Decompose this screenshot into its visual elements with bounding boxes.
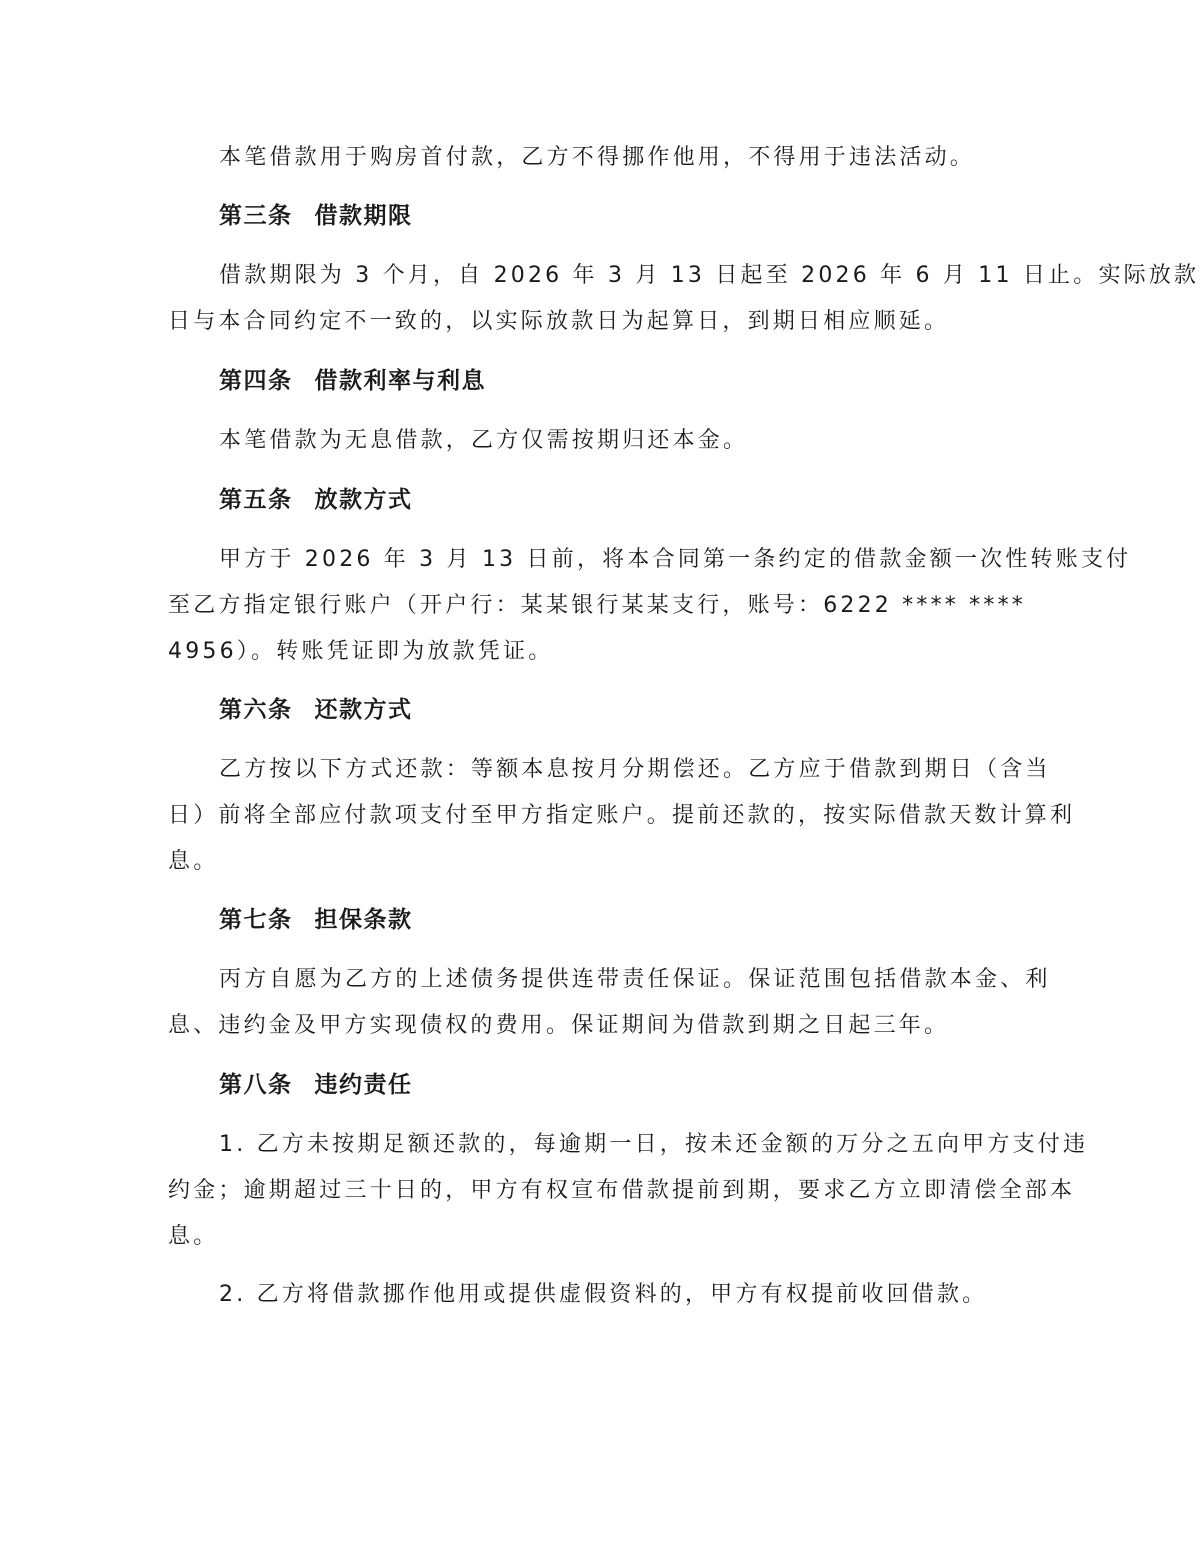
- article-4-title: 借款利率与利息: [314, 368, 486, 394]
- article-6-number: 第六条: [219, 697, 293, 723]
- article-7-text-line-2: 息、违约金及甲方实现债权的费用。保证期间为借款到期之日起三年。: [168, 1013, 950, 1038]
- article-6-title: 还款方式: [314, 697, 413, 723]
- article-5-text-line-3: 4956）。转账凭证即为放款凭证。: [168, 639, 554, 664]
- article-6-heading: [219, 695, 413, 725]
- article-5-text-line-1: 甲方于 2026 年 3 月 13 日前，将本合同第一条约定的借款金额一次性转账支付: [219, 547, 1132, 572]
- article-8-number: 第八条: [219, 1072, 293, 1098]
- article-7-heading: [219, 905, 413, 935]
- article-7-title: 担保条款: [314, 907, 413, 933]
- article-8-title: 违约责任: [314, 1072, 413, 1098]
- article-7-number: 第七条: [219, 907, 293, 933]
- article-4-heading: [219, 366, 486, 396]
- article-3-title: 借款期限: [314, 203, 413, 229]
- article-8-clause-1-line-2: 约金；逾期超过三十日的，甲方有权宣布借款提前到期，要求乙方立即清偿全部本: [168, 1178, 1076, 1203]
- article-3-text-line-1: 借款期限为 3 个月，自 2026 年 3 月 13 日起至 2026 年 6 月 11 日止。实际放款: [219, 263, 1200, 288]
- article-5-number: 第五条: [219, 487, 293, 513]
- article-6-text-line-2: 日）前将全部应付款项支付至甲方指定账户。提前还款的，按实际借款天数计算利: [168, 803, 1076, 828]
- article-8-clause-2-line-1: 2. 乙方将借款挪作他用或提供虚假资料的，甲方有权提前收回借款。: [219, 1282, 988, 1307]
- article-5-title: 放款方式: [314, 487, 413, 513]
- purpose-text-line-1: 本笔借款用于购房首付款，乙方不得挪作他用，不得用于违法活动。: [219, 145, 976, 170]
- article-4-text-line-1: 本笔借款为无息借款，乙方仅需按期归还本金。: [219, 428, 749, 453]
- article-4-number: 第四条: [219, 368, 293, 394]
- article-7-text-line-1: 丙方自愿为乙方的上述债务提供连带责任保证。保证范围包括借款本金、利: [219, 967, 1051, 992]
- article-6-text-line-3: 息。: [168, 849, 219, 874]
- article-8-clause-1-line-3: 息。: [168, 1224, 219, 1249]
- article-8-clause-1-line-1: 1. 乙方未按期足额还款的，每逾期一日，按未还金额的万分之五向甲方支付违: [219, 1132, 1089, 1157]
- article-5-heading: [219, 485, 413, 515]
- article-8-heading: [219, 1070, 413, 1100]
- article-3-number: 第三条: [219, 203, 293, 229]
- article-3-text-line-2: 日与本合同约定不一致的，以实际放款日为起算日，到期日相应顺延。: [168, 309, 950, 334]
- article-5-text-line-2: 至乙方指定银行账户（开户行：某某银行某某支行，账号：6222 **** ****: [168, 593, 1026, 618]
- article-6-text-line-1: 乙方按以下方式还款：等额本息按月分期偿还。乙方应于借款到期日（含当: [219, 757, 1051, 782]
- article-3-heading: [219, 201, 413, 231]
